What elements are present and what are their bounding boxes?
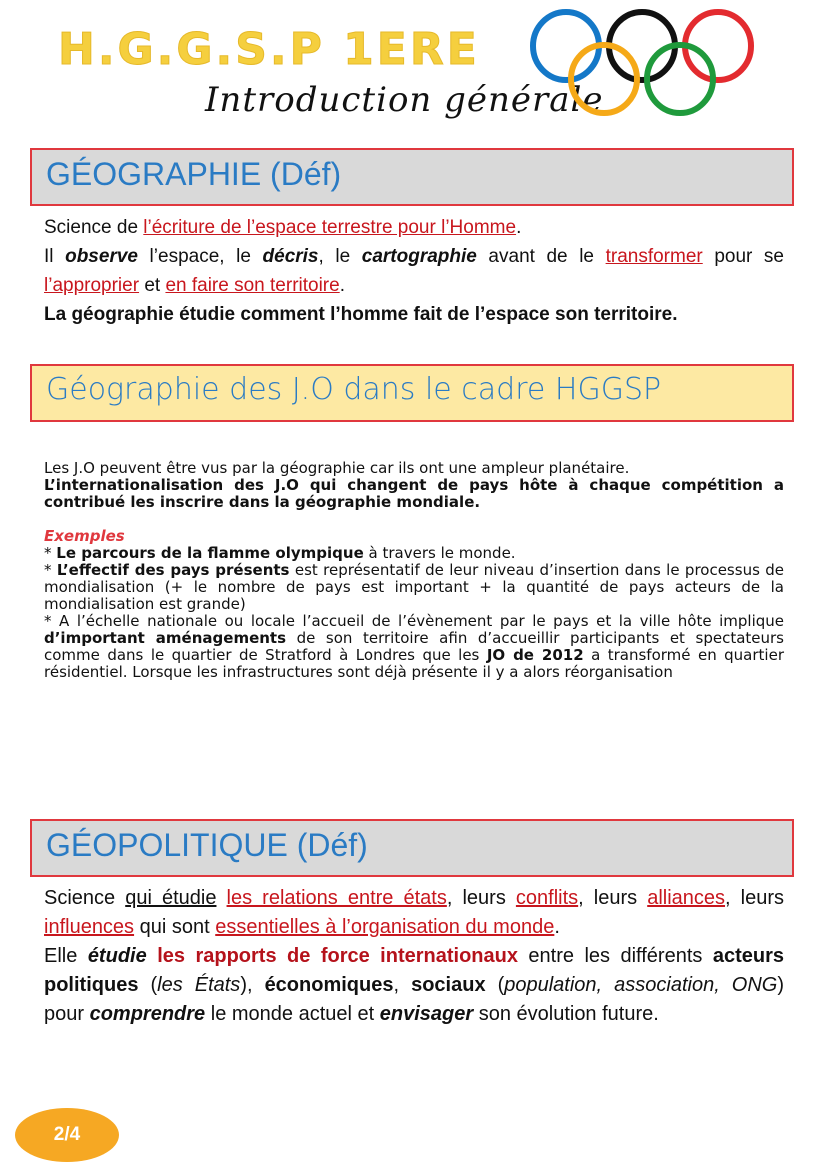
text-run: a transformé en quartier résidentiel. Lorsque les infrastructures sont déjà présente il y a alors réorganisation: [44, 646, 784, 681]
text-run: d’important aménagements: [44, 629, 287, 647]
text-run: conflits: [515, 887, 579, 909]
text-run: transformer: [605, 246, 703, 267]
text-run: .: [516, 217, 522, 238]
paragraph: [44, 545, 784, 562]
text-run: acteurs politiques: [44, 945, 784, 996]
text-run: envisager: [379, 1003, 474, 1025]
olympic-rings-logo: [528, 4, 758, 116]
text-run: Science de: [44, 217, 144, 238]
section-title: Géographie des J.O dans le cadre HGGSP: [46, 372, 662, 407]
text-run: les relations entre états: [226, 887, 447, 909]
text-run: L’internationalisation des J.O qui changent de pays hôte à chaque compétition a contribué les inscrire dans la géographie mondiale.: [44, 476, 784, 511]
text-run: , le: [318, 246, 362, 267]
text-run: cartographie: [361, 246, 477, 267]
paragraph: [44, 460, 784, 477]
text-run: [216, 887, 226, 909]
text-run: Science: [44, 887, 126, 909]
text-run: décris: [262, 246, 319, 267]
paragraph: [44, 942, 784, 1029]
text-run: qui sont: [134, 916, 216, 938]
text-run: Le parcours de la flamme olympique: [56, 544, 364, 562]
section-header-jo: [30, 364, 794, 422]
text-run: population, association, ONG: [504, 974, 778, 996]
text-run: JO de 2012: [486, 646, 584, 664]
paragraph: [44, 562, 784, 613]
text-run: Les J.O peuvent être vus par la géographie car ils ont une ampleur planétaire.: [44, 459, 630, 477]
text-run: (: [485, 974, 505, 996]
text-run: Exemples: [44, 527, 125, 545]
geographie-body: [44, 213, 784, 329]
text-run: , leurs: [446, 887, 516, 909]
paragraph: [44, 884, 784, 942]
text-run: en faire son territoire: [165, 275, 340, 296]
text-run: essentielles à l’organisation du monde: [215, 916, 555, 938]
text-run: les rapports de force internationaux: [157, 945, 518, 967]
page-number-badge: 2/4: [15, 1108, 119, 1162]
text-run: pour se: [702, 246, 785, 267]
text-run: qui étudie: [125, 887, 217, 909]
text-run: Il: [44, 246, 66, 267]
text-run: , leurs: [725, 887, 785, 909]
text-run: les États: [157, 974, 241, 996]
text-run: ) pour: [44, 974, 785, 1025]
section-title: GÉOPOLITIQUE (Déf): [46, 827, 368, 863]
text-run: influences: [44, 916, 135, 938]
text-run: La géographie étudie comment l’homme fait de l’espace son territoire.: [44, 304, 678, 325]
text-run: .: [339, 275, 345, 296]
text-run: sociaux: [411, 974, 486, 996]
text-run: L’effectif des pays présents: [56, 561, 290, 579]
text-run: .: [554, 916, 560, 938]
section-header-geopolitique: [30, 819, 794, 877]
text-run: économiques: [264, 974, 394, 996]
paragraph: [44, 528, 784, 545]
paragraph: [44, 477, 784, 511]
section-title: GÉOGRAPHIE (Déf): [46, 156, 342, 192]
jo-body: [44, 460, 784, 681]
paragraph: [44, 300, 784, 329]
text-run: son évolution future.: [473, 1003, 659, 1025]
text-run: ,: [393, 974, 412, 996]
paragraph: [44, 242, 784, 300]
text-run: *: [44, 544, 57, 562]
text-run: (: [138, 974, 158, 996]
text-run: l’approprier: [44, 275, 140, 296]
geopolitique-body: [44, 884, 784, 1029]
section-header-geographie: [30, 148, 794, 206]
text-run: est représentatif de leur niveau d’insertion dans le processus de mondialisation (+ le nombre de pays est important + la quantité de pays acteurs de la mondialisation est grande): [44, 561, 784, 613]
text-run: alliances: [647, 887, 726, 909]
text-run: de son territoire afin d’accueillir participants et spectateurs comme dans le quartier de Stratford à Londres que les: [44, 629, 784, 664]
spacer: [44, 511, 784, 528]
document-subtitle: Introduction générale: [205, 80, 604, 120]
text-run: le monde actuel et: [205, 1003, 380, 1025]
text-run: avant de le: [476, 246, 606, 267]
text-run: observe: [65, 246, 138, 267]
text-run: entre les différents: [517, 945, 713, 967]
text-run: ),: [240, 974, 265, 996]
text-run: , leurs: [578, 887, 648, 909]
text-run: à travers le monde.: [363, 544, 516, 562]
text-run: l’espace, le: [137, 246, 263, 267]
text-run: comprendre: [89, 1003, 206, 1025]
paragraph: [44, 213, 784, 242]
paragraph: [44, 613, 784, 681]
text-run: Elle: [44, 945, 88, 967]
text-run: l’écriture de l’espace terrestre pour l’Homme: [143, 217, 517, 238]
text-run: [147, 945, 157, 967]
text-run: étudie: [87, 945, 147, 967]
document-title: H.G.G.S.P 1ERE: [58, 24, 480, 75]
text-run: * A l’échelle nationale ou locale l’accueil de l’évènement par le pays et la ville hôte implique: [44, 612, 784, 630]
text-run: *: [44, 561, 57, 579]
text-run: et: [139, 275, 166, 296]
